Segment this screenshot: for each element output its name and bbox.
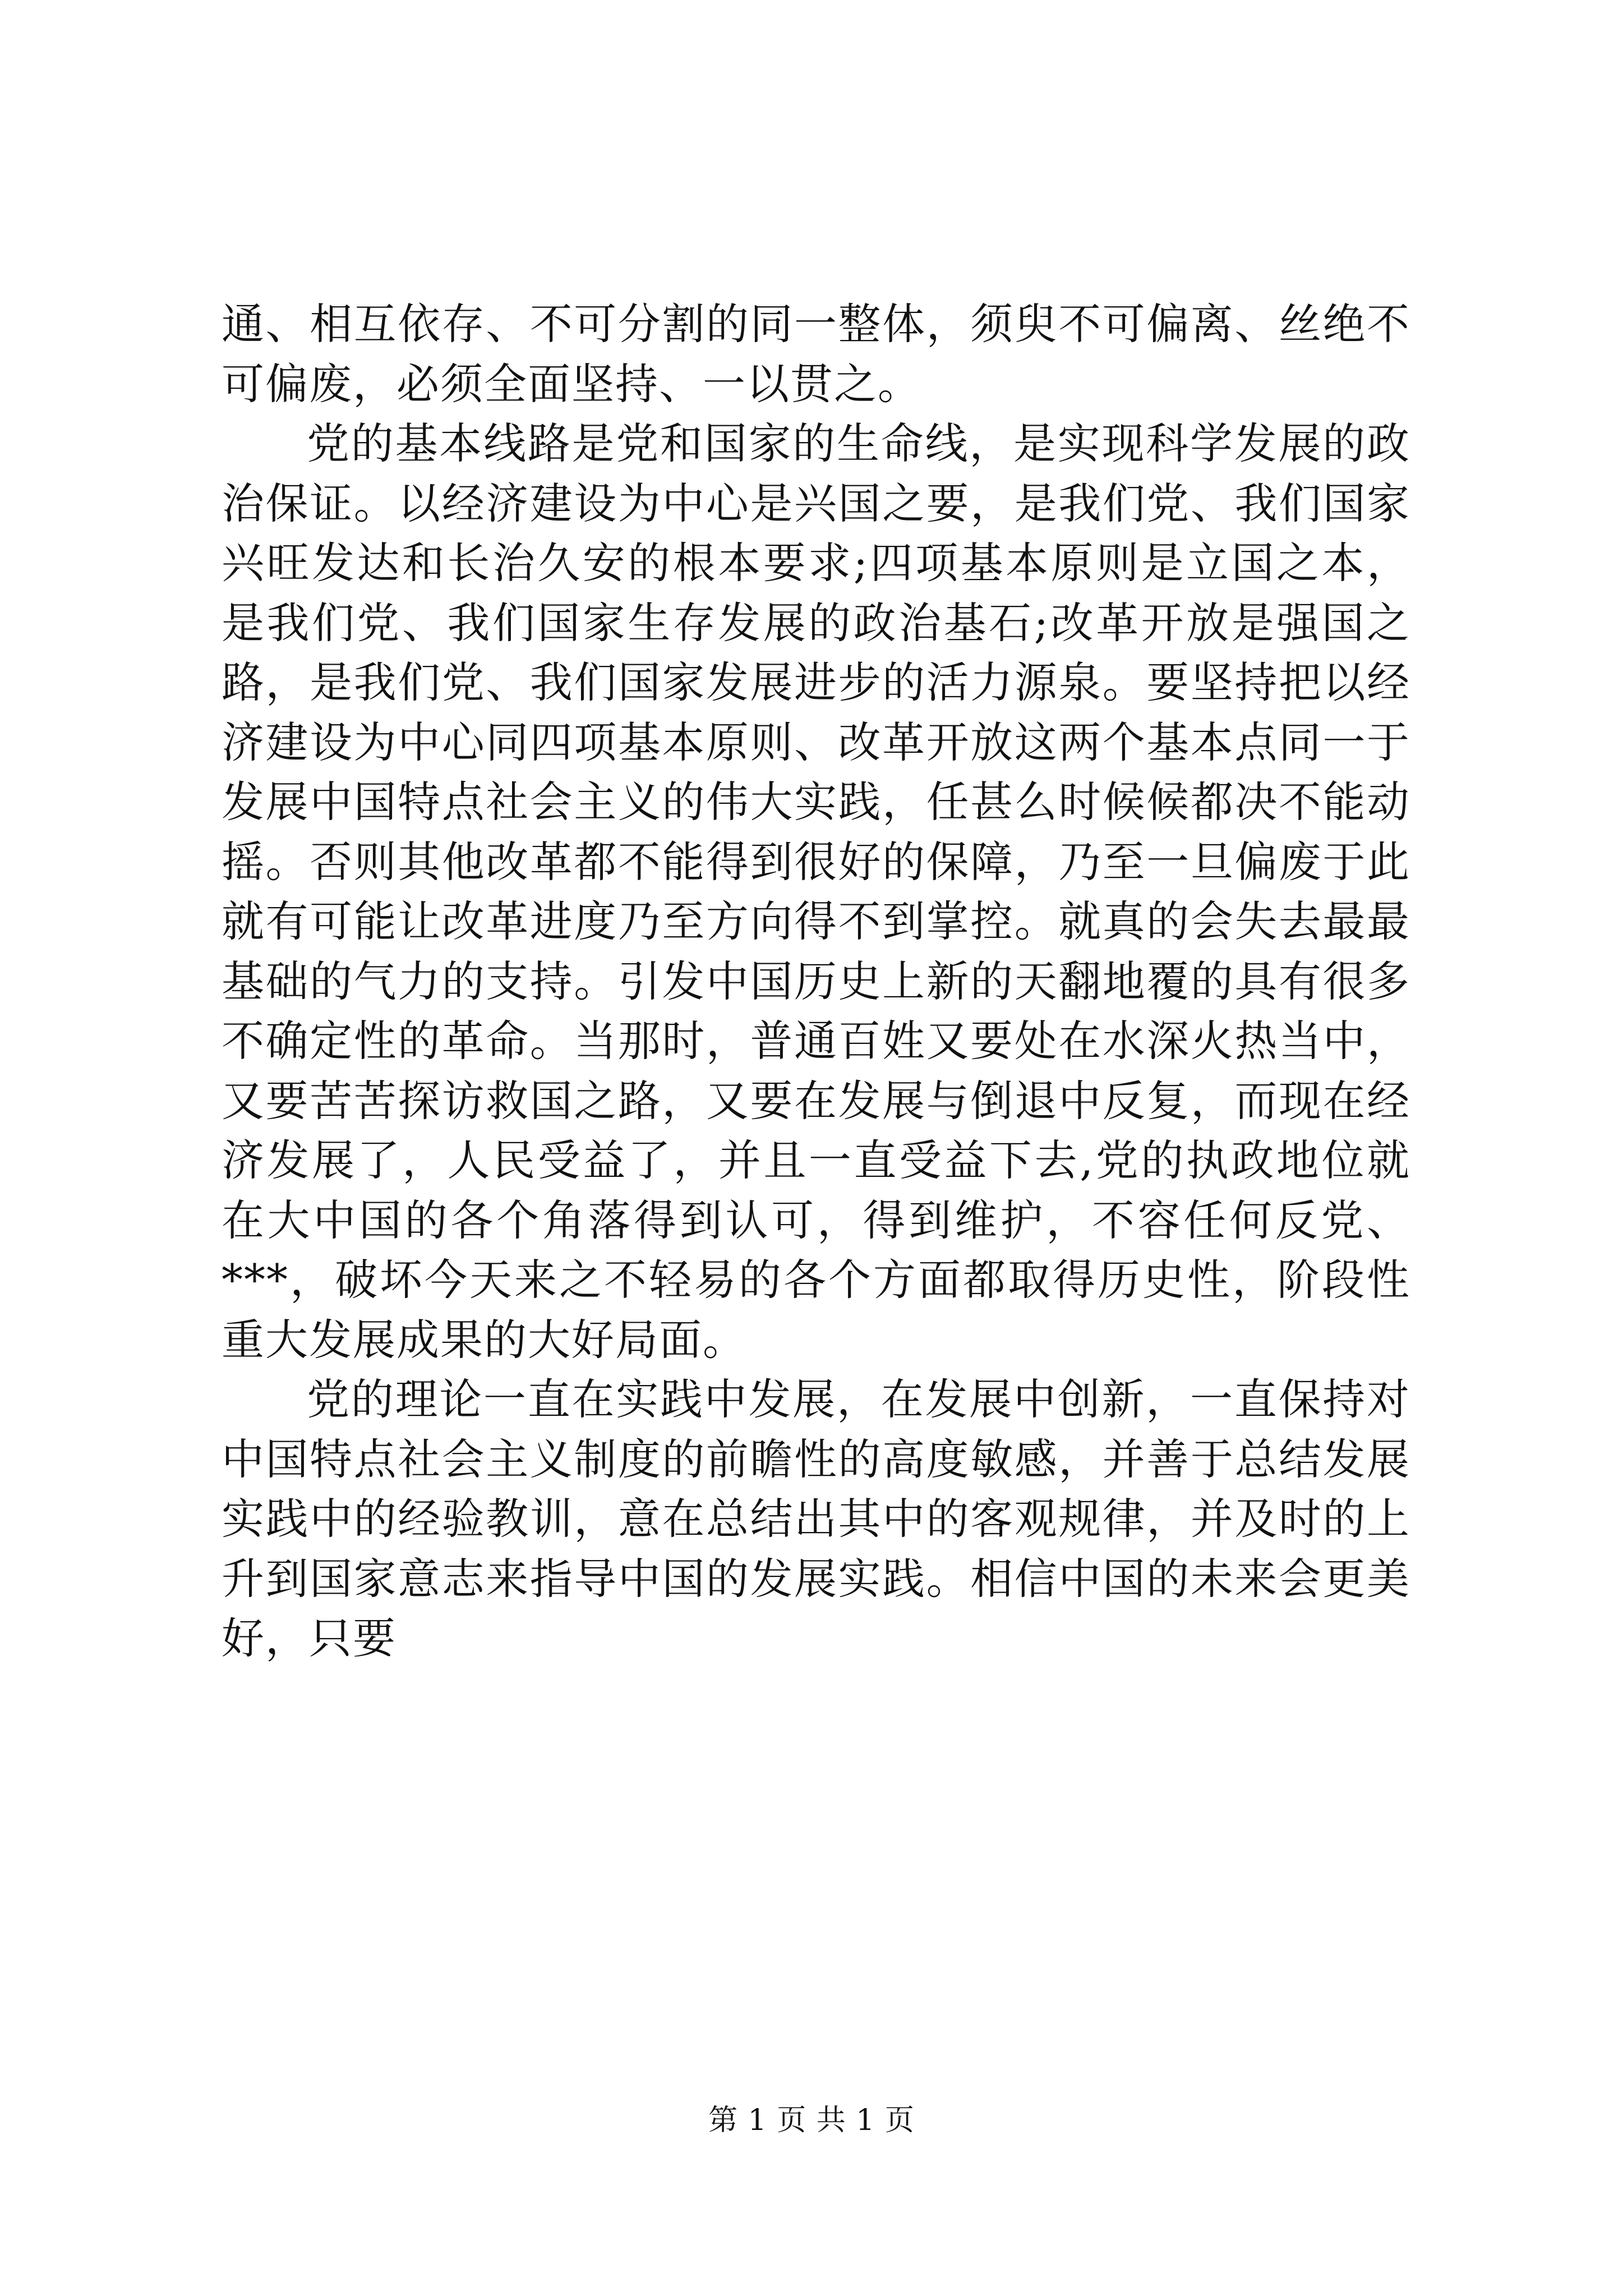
page-footer: 第 1 页 共 1 页: [708, 2104, 915, 2137]
paragraph-1: 通、相互依存、不可分割的同一整体，须臾不可偏离、丝绝不可偏废，必须全面坚持、一以贯之。: [222, 299, 1410, 409]
paragraph-3: 党的理论一直在实践中发展，在发展中创新，一直保持对中国特点社会主义制度的前瞻性的高度敏感，并善于总结发展实践中的经验教训，意在总结出其中的客观规律，并及时的上升到国家意志来指导中国的发展实践。相信中国的未来会更美好，只要: [222, 1374, 1410, 1663]
document-body: [222, 295, 1410, 1669]
paragraph-2: 党的基本线路是党和国家的生命线，是实现科学发展的政治保证。以经济建设为中心是兴国之要，是我们党、我们国家兴旺发达和长治久安的根本要求;四项基本原则是立国之本，是我们党、我们国家生存发展的政治基石;改革开放是强国之路，是我们党、我们国家发展进步的活力源泉。要坚持把以经济建设为中心同四项基本原则、改革开放这两个基本点同一于发展中国特点社会主义的伟大实践，任甚么时候候都决不能动摇。否则其他改革都不能得到很好的保障，乃至一旦偏废于此就有可能让改革进度乃至方向得不到掌控。就真的会失去最最基础的气力的支持。引发中国历史上新的天翻地覆的具有很多不确定性的革命。当那时，普通百姓又要处在水深火热当中，又要苦苦探访救国之路，又要在发展与倒退中反复，而现在经济发展了，人民受益了，并且一直受益下去,党的执政地位就在大中国的各个角落得到认可，得到维护，不容任何反党、***，破坏今天来之不轻易的各个方面都取得历史性，阶段性重大发展成果的大好局面。: [222, 418, 1410, 1365]
